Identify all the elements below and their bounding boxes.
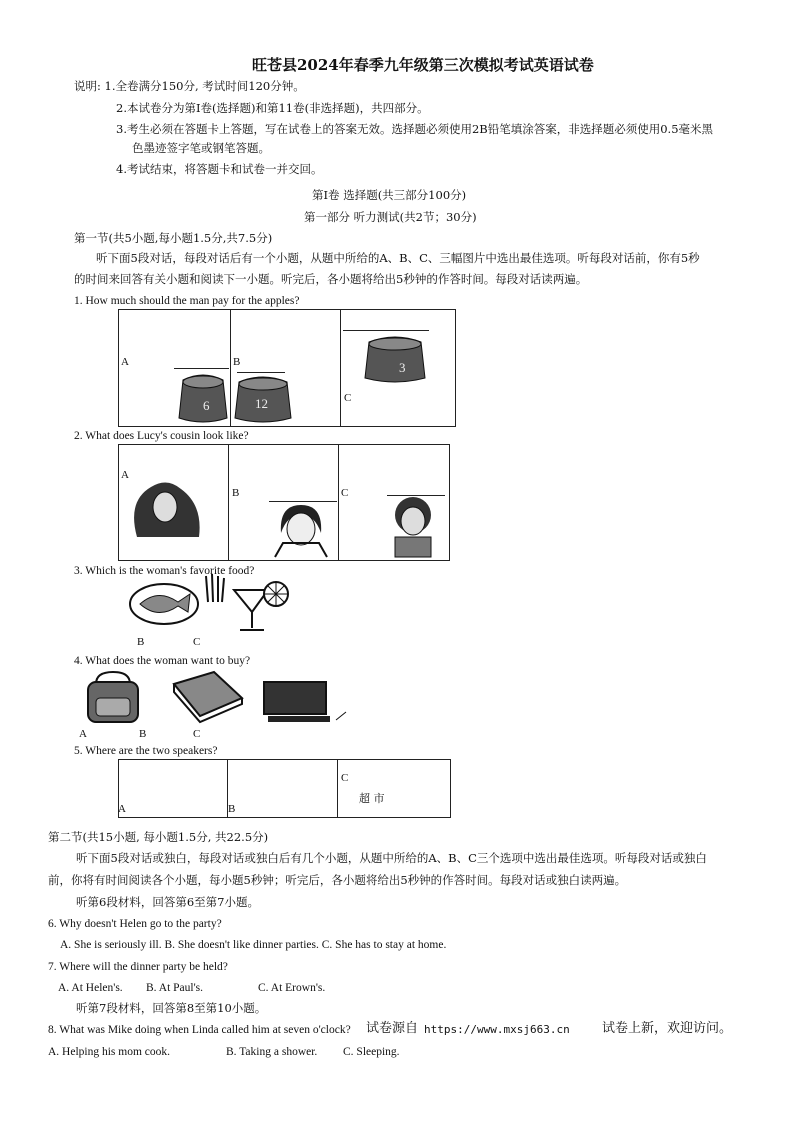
question-6-options: A. She is seriously ill. B. She doesn't like dinner parties. C. She has to stay at home. (60, 939, 447, 951)
question-6: 6. Why doesn't Helen go to the party? (48, 918, 222, 930)
computer-icon (262, 680, 348, 724)
question-8-option-b: B. Taking a shower. (226, 1046, 318, 1058)
section2-heading: 第二节(共15小题, 每小题1.5分, 共22.5分) (48, 830, 269, 844)
section1-heading: 第一节(共5小题,每小题1.5分,共7.5分) (74, 231, 273, 245)
question-7-option-b: B. At Paul's. (146, 982, 204, 994)
girl-short-hair-icon (271, 503, 331, 557)
q3-option-c: C (193, 636, 201, 648)
q5-option-c-caption: 超 市 (359, 792, 385, 805)
q4-option-a: A (79, 728, 87, 740)
q2-option-a: A (121, 469, 129, 481)
q5-picture-box (118, 759, 451, 818)
q1-option-c: C (344, 392, 352, 404)
apple-bag-icon (363, 334, 427, 384)
q1-picture-box (118, 309, 456, 427)
fish-plate-icon (128, 576, 200, 628)
q4-option-c: C (193, 728, 201, 740)
question-8: 8. What was Mike doing when Linda called him at seven o'clock? (48, 1024, 351, 1036)
drink-glass-icon (228, 580, 298, 634)
q3-option-b: B (137, 636, 145, 648)
material-7-note: 听第7段材料，回答第8至第10小题。 (76, 1001, 267, 1015)
question-3: 3. Which is the woman's favorite food? (74, 565, 255, 577)
q5-option-c: C (341, 772, 349, 784)
question-1: 1. How much should the man pay for the apples? (74, 295, 300, 307)
source-tail: 试卷上新，欢迎访问。 (602, 1021, 733, 1036)
q1-bag-a-price: 6 (203, 398, 210, 413)
girl-curly-hair-icon (385, 497, 441, 557)
q1-option-a: A (121, 356, 129, 368)
question-7-option-c: C. At Erown's. (258, 982, 326, 994)
question-8-option-c: C. Sleeping. (343, 1046, 400, 1058)
instruction-4: 4.考试结束，将答题卡和试卷一并交回。 (116, 162, 323, 176)
question-5: 5. Where are the two speakers? (74, 745, 218, 757)
q5-option-a: A (118, 803, 126, 815)
q1-option-b: B (233, 356, 241, 368)
question-8-option-a: A. Helping his mom cook. (48, 1046, 171, 1058)
question-7: 7. Where will the dinner party be held? (48, 961, 228, 973)
source-label: 试卷源自 (366, 1021, 419, 1036)
question-2: 2. What does Lucy's cousin look like? (74, 430, 249, 442)
section2-directions-cont: 前，你将有时间阅读各个小题，每小题5秒钟；听完后，各小题将给出5秒钟的作答时间。每段对话或独白读两遍。 (48, 873, 627, 887)
q2-option-c: C (341, 487, 349, 499)
material-6-note: 听第6段材料，回答第6至第7小题。 (76, 895, 259, 909)
girl-long-hair-icon (123, 481, 207, 537)
q5-option-b: B (228, 803, 236, 815)
q1-bag-b-price: 12 (255, 396, 268, 411)
book-icon (170, 670, 246, 722)
q1-bag-c-price: 3 (399, 360, 406, 375)
part-title: 第一部分 听力测试(共2节；30分) (304, 210, 477, 224)
fries-icon (200, 572, 230, 612)
section1-directions: 听下面5段对话，每段对话后有一个小题，从题中所给的A、B、C、三幅图片中选出最佳选项。听每段对话前，你有5秒 (96, 251, 700, 265)
page-title: 旺苍县2024年春季九年级第三次模拟考试英语试卷 (252, 56, 594, 74)
question-4: 4. What does the woman want to buy? (74, 655, 251, 667)
volume-title: 第Ⅰ卷 选择题(共三部分100分) (312, 188, 467, 202)
backpack-icon (80, 670, 146, 724)
question-7-option-a: A. At Helen's. (58, 982, 123, 994)
instruction-3: 3.考生必须在答题卡上答题，写在试卷上的答案无效。选择题必须使用2B铅笔填涂答案，非选择题必须使用0.5毫米黑 (116, 122, 714, 136)
q4-option-b: B (139, 728, 147, 740)
instruction-3-cont: 色墨迹签字笔或钢笔答题。 (132, 141, 270, 155)
instruction-2: 2.本试卷分为第Ⅰ卷(选择题)和第11卷(非选择题)，共四部分。 (116, 101, 429, 115)
q2-option-b: B (232, 487, 240, 499)
section2-directions: 听下面5段对话或独白，每段对话或独白后有几个小题，从题中所给的A、B、C三个选项中选出最佳选项。听每段对话或独白 (76, 851, 707, 865)
instruction-1: 说明: 1.全卷满分150分, 考试时间120分钟。 (74, 79, 305, 93)
section1-directions-cont: 的时间来回答有关小题和阅读下一小题。听完后，各小题将给出5秒钟的作答时间。每段对话读两遍。 (74, 272, 588, 286)
source-link[interactable]: https://www.mxsj663.cn (424, 1023, 570, 1036)
q2-picture-box (118, 444, 450, 561)
